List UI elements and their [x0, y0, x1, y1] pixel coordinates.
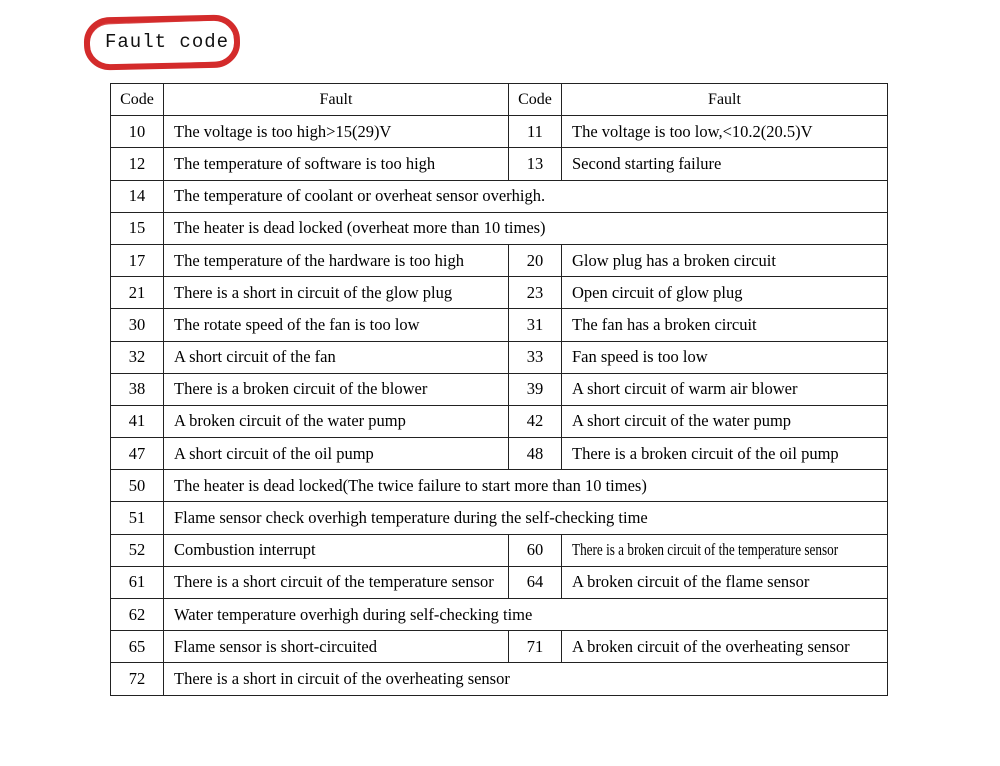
fault-code-title-group	[78, 10, 248, 76]
code-cell: 39	[509, 373, 562, 405]
fault-cell	[164, 212, 888, 244]
column-header: Code	[111, 84, 164, 116]
code-cell: 50	[111, 470, 164, 502]
fault-text: A broken circuit of the overheating sensor	[572, 636, 850, 656]
code-cell: 62	[111, 599, 164, 631]
fault-cell	[164, 631, 509, 663]
code-cell: 13	[509, 148, 562, 180]
fault-cell	[164, 663, 888, 695]
column-header: Fault	[164, 84, 509, 116]
fault-cell	[164, 180, 888, 212]
table-row	[111, 599, 888, 631]
fault-cell	[562, 405, 888, 437]
code-cell: 52	[111, 534, 164, 566]
table-row	[111, 341, 888, 373]
fault-cell	[164, 148, 509, 180]
code-cell: 60	[509, 534, 562, 566]
table-row	[111, 470, 888, 502]
table-row	[111, 180, 888, 212]
code-cell: 71	[509, 631, 562, 663]
table-row	[111, 631, 888, 663]
fault-cell	[164, 309, 509, 341]
fault-text: Water temperature overhigh during self-checking time	[174, 604, 533, 624]
code-cell: 11	[509, 116, 562, 148]
fault-cell	[164, 534, 509, 566]
fault-text: The heater is dead locked (overheat more than 10 times)	[174, 218, 546, 238]
fault-text: A short circuit of the oil pump	[174, 443, 374, 463]
fault-cell	[164, 116, 509, 148]
fault-cell	[562, 534, 888, 566]
fault-text: There is a short in circuit of the glow plug	[174, 282, 453, 302]
table-row	[111, 502, 888, 534]
fault-cell	[164, 438, 509, 470]
code-cell: 10	[111, 116, 164, 148]
fault-text: The temperature of the hardware is too high	[174, 250, 465, 270]
page-title: Fault code	[105, 31, 230, 53]
fault-text: The heater is dead locked(The twice failure to start more than 10 times)	[174, 475, 647, 495]
table-row	[111, 663, 888, 695]
fault-text: Combustion interrupt	[174, 540, 316, 560]
table-row	[111, 373, 888, 405]
fault-cell	[562, 341, 888, 373]
fault-text: The fan has a broken circuit	[572, 314, 757, 334]
code-cell: 23	[509, 277, 562, 309]
fault-cell	[164, 244, 509, 276]
code-cell: 41	[111, 405, 164, 437]
fault-cell	[164, 566, 509, 598]
fault-text: A short circuit of the water pump	[572, 411, 792, 431]
code-cell: 65	[111, 631, 164, 663]
code-cell: 64	[509, 566, 562, 598]
column-header: Code	[509, 84, 562, 116]
code-cell: 51	[111, 502, 164, 534]
fault-cell	[562, 438, 888, 470]
fault-cell	[164, 599, 888, 631]
fault-text: A short circuit of the fan	[174, 347, 336, 367]
code-cell: 31	[509, 309, 562, 341]
fault-text: The voltage is too high>15(29)V	[174, 121, 392, 141]
fault-text: There is a short circuit of the temperature sensor	[174, 572, 494, 592]
fault-text: There is a broken circuit of the temperature sensor	[572, 540, 839, 560]
code-cell: 14	[111, 180, 164, 212]
fault-cell	[562, 277, 888, 309]
table-row	[111, 277, 888, 309]
fault-cell	[562, 566, 888, 598]
fault-cell	[562, 309, 888, 341]
fault-text: Glow plug has a broken circuit	[572, 250, 776, 270]
fault-cell	[562, 116, 888, 148]
fault-code-table	[110, 83, 888, 696]
fault-cell	[164, 277, 509, 309]
fault-text: A short circuit of warm air blower	[572, 379, 798, 399]
table-row	[111, 438, 888, 470]
fault-cell	[562, 373, 888, 405]
code-cell: 72	[111, 663, 164, 695]
code-cell: 32	[111, 341, 164, 373]
code-cell: 12	[111, 148, 164, 180]
fault-text: There is a broken circuit of the blower	[174, 379, 428, 399]
code-cell: 21	[111, 277, 164, 309]
fault-table-body	[111, 116, 888, 695]
fault-text: Second starting failure	[572, 153, 722, 173]
fault-text: There is a short in circuit of the overheating sensor	[174, 668, 510, 688]
code-cell: 20	[509, 244, 562, 276]
fault-text: There is a broken circuit of the oil pump	[572, 443, 839, 463]
fault-text: The voltage is too low,<10.2(20.5)V	[572, 121, 813, 141]
fault-cell	[562, 148, 888, 180]
fault-cell	[562, 631, 888, 663]
table-row	[111, 148, 888, 180]
column-header: Fault	[562, 84, 888, 116]
code-cell: 33	[509, 341, 562, 373]
fault-text: Flame sensor is short-circuited	[174, 636, 377, 656]
table-row	[111, 309, 888, 341]
code-cell: 42	[509, 405, 562, 437]
code-cell: 17	[111, 244, 164, 276]
fault-text: The temperature of coolant or overheat sensor overhigh.	[174, 186, 546, 206]
fault-text: Fan speed is too low	[572, 347, 708, 367]
code-cell: 61	[111, 566, 164, 598]
fault-text: The rotate speed of the fan is too low	[174, 314, 420, 334]
code-cell: 15	[111, 212, 164, 244]
header-row	[111, 84, 888, 116]
fault-cell	[164, 502, 888, 534]
fault-text: Open circuit of glow plug	[572, 282, 743, 302]
table-row	[111, 116, 888, 148]
fault-cell	[164, 405, 509, 437]
fault-text: The temperature of software is too high	[174, 153, 436, 173]
fault-cell	[164, 470, 888, 502]
table-row	[111, 566, 888, 598]
table-row	[111, 405, 888, 437]
table-row	[111, 244, 888, 276]
fault-text: A broken circuit of the water pump	[174, 411, 406, 431]
fault-text: A broken circuit of the flame sensor	[572, 572, 810, 592]
code-cell: 30	[111, 309, 164, 341]
fault-cell	[562, 244, 888, 276]
fault-text: Flame sensor check overhigh temperature during the self-checking time	[174, 508, 648, 528]
code-cell: 47	[111, 438, 164, 470]
fault-cell	[164, 373, 509, 405]
code-cell: 38	[111, 373, 164, 405]
code-cell: 48	[509, 438, 562, 470]
table-row	[111, 212, 888, 244]
fault-table-head	[111, 84, 888, 116]
fault-cell	[164, 341, 509, 373]
table-row	[111, 534, 888, 566]
